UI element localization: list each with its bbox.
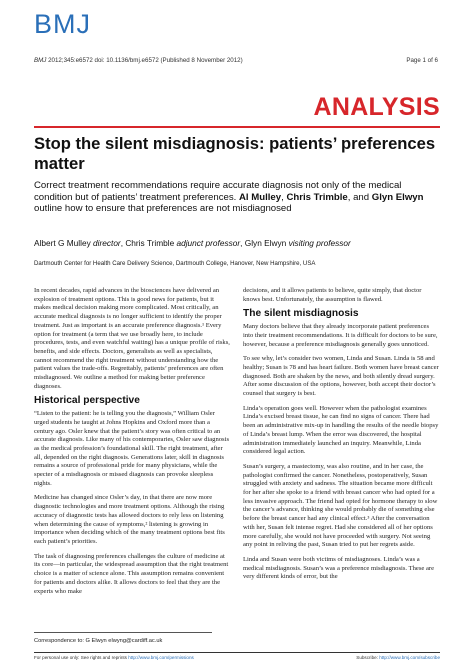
standfirst [34,180,440,215]
footer-subscribe [356,655,440,660]
section-label: ANALYSIS [313,93,440,121]
paragraph: In recent decades, rapid advances in the biosciences have delivered an explosion of treatment options. This is good news for patients, but it makes medical decision making more complicated. Most critically, an accurate medical diagnosis is no longer sufficient to identify the proper treatment. Just as important is an accurate preference diagnosis.¹ Every option for treatment (a term that we use broadly here, to include procedures, tests, and even watchful waiting) has a unique profile of risks, benefits, and side effects. Doctors, generalists as well as specialists, cannot recommend the right treatment without understanding how the patient values the trade-offs. Regrettably, patients’ preferences are often misdiagnosed. We outline a method for making better preference diagnoses. [34,287,230,390]
author-role: director [93,238,121,248]
section-heading: Historical perspective [34,395,140,407]
citation-text: 2012;345:e6572 doi: 10.1136/bmj.e6572 (Published 8 November 2012) [46,57,243,64]
standfirst-sep: , and [347,191,372,203]
author-role: visiting professor [288,238,351,248]
footer-subscribe-text: Subscribe: [356,655,380,660]
paragraph: decisions, and it allows patients to believe, quite simply, that doctor knows best. Unfortunately, the assumption is flawed. [243,287,422,303]
correspondence-note: Correspondence to: G Elwyn elwyng@cardiff.ac.uk [34,638,163,644]
standfirst-sep: , [281,191,287,203]
citation-journal: BMJ [34,57,47,64]
footer-rule [34,652,440,653]
standfirst-author: Al Mulley [238,191,282,203]
affiliation: Dartmouth Center for Health Care Delivery Science, Dartmouth College, Hanover, New Hampshire, USA [34,260,316,267]
page-number: Page 1 of 6 [406,57,438,64]
author-name: , Chris Trimble [120,238,177,248]
paragraph: The task of diagnosing preferences challenges the culture of medicine at its core—in particular, the widespread assumption that the right treatment choice is a matter of science alone. This assumption remains convenient for patients and doctors alike. It allows doctors to feel that they are the experts who make [34,552,229,595]
paragraph: Linda and Susan were both victims of misdiagnoses. Linda’s was a medical misdiagnosis. Susan’s was a preference misdiagnosis. These are very different kinds of error, but the [243,555,435,581]
subscribe-link[interactable]: http://www.bmj.com/subscribe [379,655,440,660]
standfirst-text: Correct treatment recommendations require accurate diagnosis not only of the medical condition but of patients’ treatment preferences. [34,180,402,203]
paragraph: Linda’s operation goes well. However when the pathologist examines Linda’s excised breast tissue, he can find no signs of cancer. There had been an administrative mix-up in handling the results of the needle biopsy of Linda’s breast lump. When the error was discovered, the hospital administration immediately launched an inquiry. Meanwhile, Linda considered legal action. [243,404,439,456]
permissions-link[interactable]: http://www.bmj.com/permissions [128,655,194,660]
paragraph: Medicine has changed since Osler’s day, in that there are now more diagnostic technologies and more treatment options. Although the rising accuracy of diagnostic tests has allowed doctors to rely less on listening when determining the cause of symptoms,² listening is growing in importance when deciding which of the many treatment options best fits each patient’s priorities. [34,494,225,545]
standfirst-author: Chris Trimble [286,191,348,203]
citation-line [34,57,243,64]
bmj-logo: BMJ [34,9,91,39]
standfirst-tail: outline how to ensure that preferences are not misdiagnosed [34,203,292,214]
standfirst-author: Glyn Elwyn [371,191,424,203]
paragraph: Susan’s surgery, a mastectomy, was also routine, and in her case, the pathologist confirmed the cancer. Nonetheless, postoperatively, Susan struggled with anxiety and sadness. The situation became more difficult for her after she spoke to a friend with breast cancer who had opted for a less invasive approach. The friend had opted for hormone therapy to slow the cancer’s advance, thinking she would probably die of something else before the breast cancer had any clinical effect.³ After the conversation with her, Susan felt intense regret. Had she considered all of her options more carefully, she would not have proceeded with surgery. Not seeing any point in reliving the past, Susan tried to put her regrets aside. [243,462,438,549]
author-name: Albert G Mulley [34,238,94,248]
footer-rights [34,655,194,660]
paragraph: To see why, let’s consider two women, Linda and Susan. Linda is 58 and healthy; Susan is 78 and has heart failure. Both women have breast cancer diagnosed. Both are shaken by the news, and both silently dread surgery. After some discussion of the options, however, both accept their doctor’s counsel that surgery is best. [243,355,439,398]
author-role: adjunct professor [176,238,241,248]
author-line [34,238,440,248]
body-column-right [243,287,440,588]
header-rule [34,126,440,128]
footnote-rule [34,632,212,633]
paragraph: “Listen to the patient: he is telling you the diagnosis,” William Osler urged students he taught at Johns Hopkins and Oxford more than a century ago. Osler knew that the patient’s story was often critical to an accurate diagnosis. Like many of his contemporaries, Osler saw diagnosis as the medical profession’s foundational skill. The right treatment, after all, depended on the right diagnosis. Generations later, skill in diagnosis remains a source of professional pride for many physicians, while the specter of a misdiagnosis or missed diagnosis can provoke sleepless nights. [34,410,230,487]
section-heading: The silent misdiagnosis [243,308,359,320]
article-title: Stop the silent misdiagnosis: patients’ preferences matter [34,134,436,173]
paragraph: Many doctors believe that they already incorporate patient preferences into their treatment recommendations. It is difficult for doctors to be sure, however, because a preference misdiagnosis generally goes unnoticed. [243,323,438,348]
body-column-left [34,287,231,602]
author-name: , Glyn Elwyn [240,238,289,248]
footer-rights-text: For personal use only: See rights and reprints [34,655,129,660]
